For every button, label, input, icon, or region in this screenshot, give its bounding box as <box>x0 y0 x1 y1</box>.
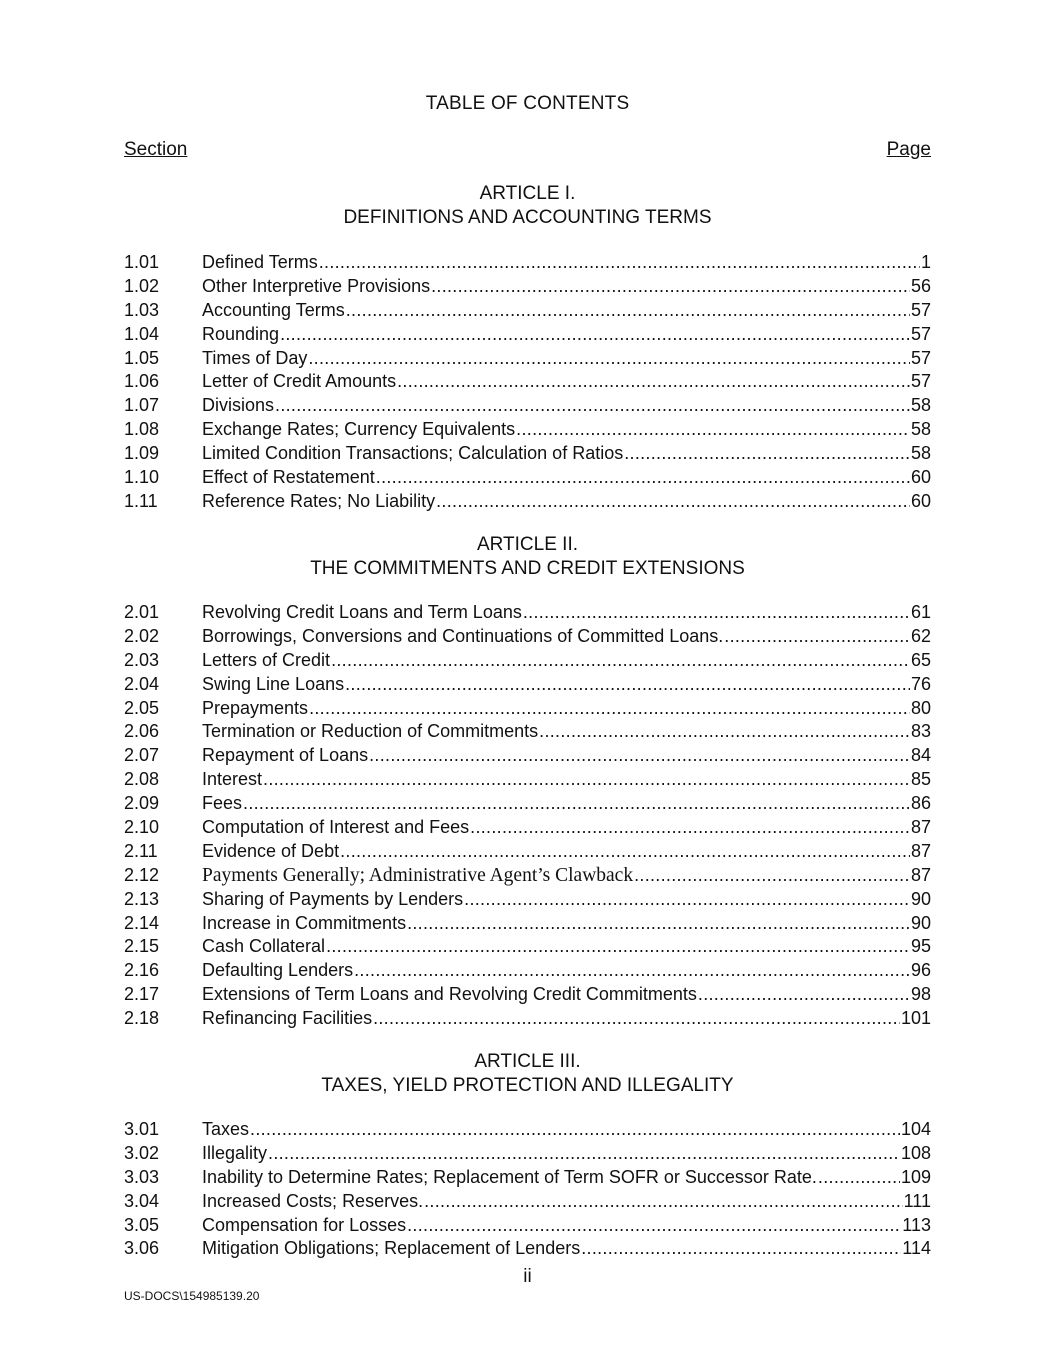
toc-entry <box>124 816 931 840</box>
page-ref: 57 <box>910 347 931 368</box>
dot-leader <box>424 1190 903 1214</box>
dot-leader <box>698 983 910 1007</box>
dot-leader <box>376 466 910 490</box>
toc-entry <box>124 394 931 418</box>
section-number: 2.16 <box>124 960 160 981</box>
toc-entry <box>124 840 931 864</box>
toc-entry <box>124 442 931 466</box>
section-title: Increased Costs; Reserves. <box>202 1190 424 1211</box>
toc-list <box>124 251 931 514</box>
dot-leader <box>309 697 910 721</box>
section-title: Inability to Determine Rates; Replacement of Term SOFR or Successor Rate. <box>202 1166 817 1187</box>
section-number: 3.04 <box>124 1190 160 1211</box>
page-ref: 57 <box>910 323 931 344</box>
section-number: 2.11 <box>124 840 158 861</box>
article-heading <box>0 182 1055 230</box>
page-ref: 60 <box>910 467 931 488</box>
section-number: 2.10 <box>124 817 160 838</box>
section-title: Divisions <box>202 395 275 416</box>
dot-leader <box>340 840 910 864</box>
toc-entry <box>124 625 931 649</box>
toc-entry <box>124 864 931 888</box>
page-ref: 109 <box>900 1166 931 1187</box>
section-title: Sharing of Payments by Lenders <box>202 888 464 909</box>
section-number: 2.12 <box>124 864 160 885</box>
section-title: Illegality <box>202 1142 268 1163</box>
page-title: TABLE OF CONTENTS <box>425 93 630 114</box>
page-ref: 76 <box>910 673 931 694</box>
section-column-header: Section <box>124 139 188 160</box>
section-title: Times of Day <box>202 347 308 368</box>
page-ref: 80 <box>910 697 931 718</box>
page-column-header: Page <box>886 139 931 160</box>
section-title: Taxes <box>202 1119 250 1139</box>
article-title: THE COMMITMENTS AND CREDIT EXTENSIONS <box>310 558 745 579</box>
dot-leader <box>369 744 910 768</box>
section-title: Interest <box>202 769 263 790</box>
section-number: 1.03 <box>124 299 160 320</box>
toc-entry <box>124 1214 931 1238</box>
section-number: 2.13 <box>124 888 160 909</box>
dot-leader <box>346 299 910 323</box>
toc-entry <box>124 251 931 275</box>
document-id: US-DOCS\154985139.20 <box>124 1289 260 1303</box>
toc-entry <box>124 959 931 983</box>
section-number: 3.01 <box>124 1119 160 1139</box>
toc-entry <box>124 1166 931 1190</box>
toc-list <box>124 601 931 1031</box>
section-number: 1.09 <box>124 443 160 464</box>
toc-list <box>124 1118 931 1261</box>
section-title: Swing Line Loans <box>202 673 345 694</box>
section-number: 1.11 <box>124 490 158 511</box>
page-ref: 84 <box>910 745 931 766</box>
section-number: 2.07 <box>124 745 160 766</box>
toc-entry <box>124 673 931 697</box>
page-ref: 57 <box>910 299 931 320</box>
section-number: 3.05 <box>124 1214 160 1235</box>
section-number: 2.15 <box>124 936 160 957</box>
section-title: Rounding <box>202 323 280 344</box>
section-number: 2.03 <box>124 649 160 670</box>
section-title: Exchange Rates; Currency Equivalents <box>202 419 516 440</box>
page-ref: 98 <box>910 984 931 1005</box>
section-number: 1.01 <box>124 252 160 272</box>
toc-entry <box>124 768 931 792</box>
page-ref: 111 <box>903 1190 931 1211</box>
section-number: 1.05 <box>124 347 160 368</box>
section-number: 2.01 <box>124 602 160 622</box>
toc-entry <box>124 1142 931 1166</box>
toc-entry <box>124 649 931 673</box>
section-title: Computation of Interest and Fees <box>202 817 470 838</box>
section-number: 2.09 <box>124 793 160 814</box>
toc-entry <box>124 299 931 323</box>
toc-entry <box>124 983 931 1007</box>
section-number: 2.14 <box>124 912 160 933</box>
dot-leader <box>523 601 910 625</box>
section-number: 2.18 <box>124 1008 160 1029</box>
article-label: ARTICLE I. <box>479 183 576 204</box>
section-number: 1.06 <box>124 371 160 392</box>
section-title: Evidence of Debt <box>202 840 340 861</box>
page-ref: 114 <box>902 1238 931 1259</box>
toc-entry <box>124 792 931 816</box>
page-ref: 90 <box>910 912 931 933</box>
toc-entry <box>124 1237 931 1261</box>
dot-leader <box>407 912 910 936</box>
page-ref: 1 <box>920 252 931 272</box>
dot-leader <box>539 720 910 744</box>
dot-leader <box>373 1007 900 1031</box>
section-number: 1.02 <box>124 275 160 296</box>
article-heading <box>0 533 1055 581</box>
section-number: 2.04 <box>124 673 160 694</box>
article-heading <box>0 1050 1055 1098</box>
toc-entry <box>124 744 931 768</box>
section-number: 2.17 <box>124 984 160 1005</box>
toc-entry <box>124 370 931 394</box>
section-title: Compensation for Losses <box>202 1214 407 1235</box>
page-ref: 90 <box>910 888 931 909</box>
page-ref: 95 <box>910 936 931 957</box>
page-ref: 56 <box>910 275 931 296</box>
page-ref: 87 <box>910 864 931 885</box>
section-title: Revolving Credit Loans and Term Loans <box>202 602 522 622</box>
page-ref: 61 <box>910 602 931 622</box>
section-title: Fees <box>202 793 243 814</box>
page-ref: 101 <box>900 1008 931 1029</box>
section-title: Repayment of Loans <box>202 745 369 766</box>
page-ref: 87 <box>910 840 931 861</box>
section-number: 3.02 <box>124 1142 160 1163</box>
dot-leader <box>516 418 910 442</box>
article-label: ARTICLE II. <box>476 534 578 555</box>
dot-leader <box>624 442 910 466</box>
section-number: 2.08 <box>124 769 160 790</box>
dot-leader <box>331 649 910 673</box>
section-number: 1.07 <box>124 395 160 416</box>
dot-leader <box>250 1118 900 1142</box>
dot-leader <box>431 275 910 299</box>
toc-entry <box>124 935 931 959</box>
section-number: 3.06 <box>124 1238 160 1259</box>
dot-leader <box>326 935 910 959</box>
page-ref: 58 <box>910 443 931 464</box>
article-title: TAXES, YIELD PROTECTION AND ILLEGALITY <box>321 1075 734 1096</box>
page-ref: 58 <box>910 419 931 440</box>
section-title: Borrowings, Conversions and Continuations of Committed Loans. <box>202 625 724 646</box>
section-number: 3.03 <box>124 1166 160 1187</box>
section-title: Increase in Commitments <box>202 912 407 933</box>
section-number: 1.04 <box>124 323 160 344</box>
section-title: Prepayments <box>202 697 309 718</box>
page-ref: 96 <box>910 960 931 981</box>
toc-entry <box>124 418 931 442</box>
page-ref: 104 <box>900 1119 931 1139</box>
section-title: Letters of Credit <box>202 649 331 670</box>
section-number: 1.10 <box>124 467 160 488</box>
section-title: Payments Generally; Administrative Agent’s Clawback <box>202 864 634 886</box>
dot-leader <box>280 323 910 347</box>
toc-entry <box>124 275 931 299</box>
dot-leader <box>354 959 910 983</box>
dot-leader <box>243 792 910 816</box>
section-title: Effect of Restatement <box>202 467 375 488</box>
section-title: Extensions of Term Loans and Revolving Credit Commitments <box>202 984 697 1005</box>
section-title: Defaulting Lenders <box>202 960 354 981</box>
section-title: Limited Condition Transactions; Calculation of Ratios <box>202 443 624 464</box>
dot-leader <box>634 864 910 888</box>
section-number: 2.05 <box>124 697 160 718</box>
toc-entry <box>124 1007 931 1031</box>
toc-entry <box>124 1190 931 1214</box>
dot-leader <box>268 1142 900 1166</box>
dot-leader <box>581 1237 901 1261</box>
toc-entry <box>124 720 931 744</box>
article-label: ARTICLE III. <box>474 1051 581 1072</box>
page-ref: 60 <box>910 490 931 511</box>
section-title: Defined Terms <box>202 252 318 272</box>
dot-leader <box>263 768 910 792</box>
section-title: Accounting Terms <box>202 299 345 320</box>
page-ref: 62 <box>910 625 931 646</box>
dot-leader <box>345 673 910 697</box>
toc-entry <box>124 490 931 514</box>
article-title: DEFINITIONS AND ACCOUNTING TERMS <box>343 207 712 228</box>
section-title: Cash Collateral <box>202 936 326 957</box>
page-ref: 108 <box>900 1142 931 1163</box>
page-ref: 85 <box>910 769 931 790</box>
toc-entry <box>124 1118 931 1142</box>
page-ref: 58 <box>910 395 931 416</box>
toc-entry <box>124 912 931 936</box>
dot-leader <box>275 394 910 418</box>
section-number: 2.02 <box>124 625 160 646</box>
page-ref: 65 <box>910 649 931 670</box>
page-ref: 113 <box>902 1214 931 1235</box>
section-title: Other Interpretive Provisions <box>202 275 431 296</box>
section-number: 2.06 <box>124 721 160 742</box>
dot-leader <box>319 251 920 275</box>
section-title: Reference Rates; No Liability <box>202 490 436 511</box>
page-ref: 86 <box>910 793 931 814</box>
page-number: ii <box>523 1266 532 1287</box>
section-title: Termination or Reduction of Commitments <box>202 721 539 742</box>
toc-entry <box>124 466 931 490</box>
toc-entry <box>124 697 931 721</box>
section-title: Refinancing Facilities <box>202 1008 373 1029</box>
toc-entry <box>124 888 931 912</box>
dot-leader <box>308 347 910 371</box>
dot-leader <box>724 625 910 649</box>
dot-leader <box>397 370 910 394</box>
dot-leader <box>818 1166 900 1190</box>
page-ref: 57 <box>910 371 931 392</box>
section-title: Mitigation Obligations; Replacement of Lenders <box>202 1238 581 1259</box>
page-ref: 83 <box>910 721 931 742</box>
dot-leader <box>407 1214 901 1238</box>
dot-leader <box>436 490 910 514</box>
toc-entry <box>124 601 931 625</box>
section-number: 1.08 <box>124 419 160 440</box>
dot-leader <box>470 816 910 840</box>
section-title: Letter of Credit Amounts <box>202 371 397 392</box>
page-ref: 87 <box>910 817 931 838</box>
toc-entry <box>124 323 931 347</box>
dot-leader <box>464 888 910 912</box>
toc-entry <box>124 347 931 371</box>
